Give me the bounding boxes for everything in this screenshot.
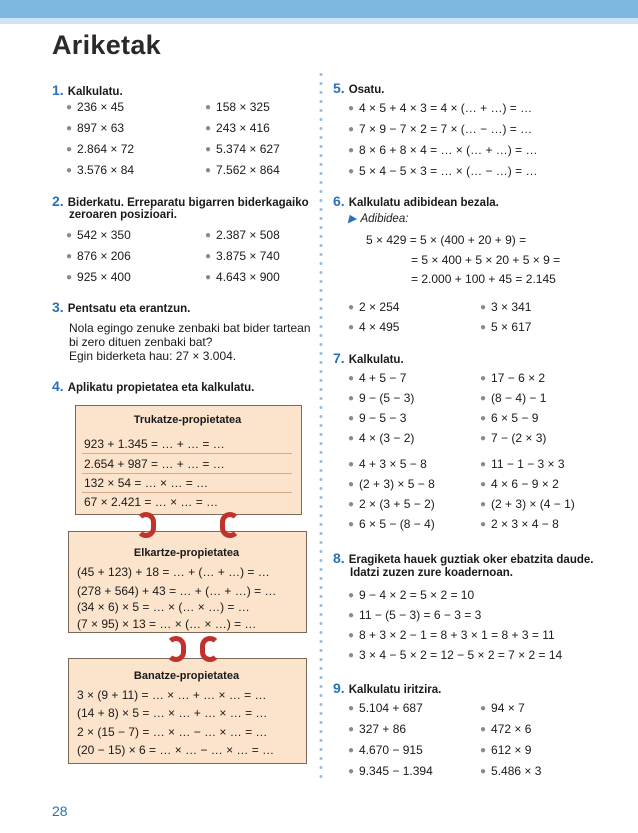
list-item: ● 9 − 5 − 3 — [348, 411, 406, 425]
list-item: ● (2 + 3) × 5 − 8 — [348, 477, 435, 491]
paperclip-icon — [220, 512, 240, 538]
list-item: ● 9 − (5 − 3) — [348, 391, 414, 405]
list-item: ● 327 + 86 — [348, 722, 406, 736]
list-item: ● 236 × 45 — [66, 100, 124, 114]
list-item: ● 6 × 5 − 9 — [480, 411, 538, 425]
list-item: ● 9.345 − 1.394 — [348, 764, 433, 778]
exercise-3-line3: Egin biderketa hau: 27 × 3.004. — [69, 349, 237, 363]
list-item: ● 3 × 341 — [480, 300, 531, 314]
box-line: (278 + 564) + 43 = … + (… + …) = … — [77, 584, 277, 598]
top-banner-stripe — [0, 18, 638, 24]
list-item: ● 6 × 5 − (8 − 4) — [348, 517, 435, 531]
list-item: ● 4 + 5 − 7 — [348, 371, 406, 385]
box-line: (45 + 123) + 18 = … + (… + …) = … — [77, 565, 270, 579]
box-line: (7 × 95) × 13 = … × (… × …) = … — [77, 617, 257, 631]
list-item: ● 4 + 3 × 5 − 8 — [348, 457, 427, 471]
list-item: ● 612 × 9 — [480, 743, 531, 757]
page-number: 28 — [52, 803, 68, 819]
box-line: 67 × 2.421 = … × … = … — [84, 495, 219, 509]
list-item: ● 2 × 254 — [348, 300, 399, 314]
box-line: (20 − 15) × 6 = … × … − … × … = … — [77, 743, 275, 757]
box-rule — [82, 453, 292, 454]
box-title: Trukatze-propietatea — [133, 414, 242, 426]
box-line: 132 × 54 = … × … = … — [84, 476, 209, 490]
list-item: ● 2 × (3 + 5 − 2) — [348, 497, 435, 511]
list-item: ● 925 × 400 — [66, 270, 131, 284]
list-item: ● 7 − (2 × 3) — [480, 431, 546, 445]
box-title: Elkartze-propietatea — [133, 547, 240, 559]
list-item: ● 897 × 63 — [66, 121, 124, 135]
list-item: ● 4.643 × 900 — [205, 270, 280, 284]
exercise-2-heading-line2: zeroaren posizioari. — [69, 209, 178, 221]
paperclip-icon — [200, 636, 220, 662]
exercise-2-heading: 2. Biderkatu. Erreparatu bigarren biderkagaiko — [52, 193, 309, 209]
box-line: 2 × (15 − 7) = … × … − … × … = … — [77, 725, 268, 739]
exercise-7-heading: 7. Kalkulatu. — [333, 350, 404, 366]
exercise-8-heading-line2: Idatzi zuzen zure koadernoan. — [350, 567, 513, 579]
example-line: 5 × 429 = 5 × (400 + 20 + 9) = — [366, 233, 527, 247]
exercise-8-heading: 8. Eragiketa hauek guztiak oker ebatzita daude. — [333, 550, 594, 566]
play-arrow-icon: ▶ — [348, 213, 357, 225]
list-item: ● 3.576 × 84 — [66, 163, 134, 177]
list-item: ● (8 − 4) − 1 — [480, 391, 546, 405]
exercise-6-heading: 6. Kalkulatu adibidean bezala. — [333, 193, 499, 209]
exercise-3-heading: 3. Pentsatu eta erantzun. — [52, 299, 191, 315]
list-item: ● 5.486 × 3 — [480, 764, 541, 778]
list-item: ● 2.387 × 508 — [205, 228, 280, 242]
list-item: ● 542 × 350 — [66, 228, 131, 242]
list-item: ● 5 × 4 − 5 × 3 = … × (… − …) = … — [348, 164, 537, 178]
list-item: ● 7.562 × 864 — [205, 163, 280, 177]
list-item: ● 4 × 6 − 9 × 2 — [480, 477, 559, 491]
list-item: ● 8 × 6 + 8 × 4 = … × (… + …) = … — [348, 143, 537, 157]
box-line: (34 × 6) × 5 = … × (… × …) = … — [77, 600, 250, 614]
exercise-4-heading: 4. Aplikatu propietatea eta kalkulatu. — [52, 378, 255, 394]
page-title: Ariketak — [52, 30, 161, 60]
exercise-9-heading: 9. Kalkulatu iritzira. — [333, 680, 442, 696]
list-item: ● 243 × 416 — [205, 121, 270, 135]
list-item: ● 94 × 7 — [480, 701, 525, 715]
exercise-3-line2: bi zero dituen zenbaki bat? — [69, 335, 213, 349]
list-item: ● (2 + 3) × (4 − 1) — [480, 497, 575, 511]
list-item: ● 9 − 4 × 2 = 5 × 2 = 10 — [348, 588, 474, 602]
list-item: ● 2.864 × 72 — [66, 142, 134, 156]
example-line: = 5 × 400 + 5 × 20 + 5 × 9 = — [411, 253, 561, 267]
box-line: (14 + 8) × 5 = … × … + … × … = … — [77, 706, 268, 720]
list-item: ● 3.875 × 740 — [205, 249, 280, 263]
list-item: ● 5.374 × 627 — [205, 142, 280, 156]
list-item: ● 876 × 206 — [66, 249, 131, 263]
paperclip-icon — [136, 512, 156, 538]
list-item: ● 4.670 − 915 — [348, 743, 423, 757]
list-item: ● 8 + 3 × 2 − 1 = 8 + 3 × 1 = 8 + 3 = 11 — [348, 628, 555, 642]
exercise-3-line1: Nola egingo zenuke zenbaki bat bider tartean — [69, 321, 311, 335]
list-item: ● 2 × 3 × 4 − 8 — [480, 517, 559, 531]
box-line: 923 + 1.345 = … + … = … — [84, 437, 225, 451]
paperclip-icon — [166, 636, 186, 662]
box-line: 2.654 + 987 = … + … = … — [84, 457, 225, 471]
example-line: = 2.000 + 100 + 45 = 2.145 — [411, 272, 556, 286]
list-item: ● 4 × 495 — [348, 320, 399, 334]
exercise-1-heading: 1. Kalkulatu. — [52, 82, 123, 98]
column-divider — [319, 70, 323, 780]
list-item: ● 5.104 + 687 — [348, 701, 423, 715]
top-banner — [0, 0, 638, 18]
list-item: ● 5 × 617 — [480, 320, 531, 334]
list-item: ● 472 × 6 — [480, 722, 531, 736]
list-item: ● 158 × 325 — [205, 100, 270, 114]
list-item: ● 17 − 6 × 2 — [480, 371, 545, 385]
example-label: ▶ Adibidea: — [348, 213, 409, 225]
list-item: ● 4 × 5 + 4 × 3 = 4 × (… + …) = … — [348, 101, 532, 115]
exercise-5-heading: 5. Osatu. — [333, 80, 385, 96]
list-item: ● 4 × (3 − 2) — [348, 431, 414, 445]
box-line: 3 × (9 + 11) = … × … + … × … = … — [77, 688, 267, 702]
box-rule — [82, 492, 292, 493]
list-item: ● 3 × 4 − 5 × 2 = 12 − 5 × 2 = 7 × 2 = 14 — [348, 648, 562, 662]
box-title: Banatze-propietatea — [133, 670, 240, 682]
list-item: ● 11 − (5 − 3) = 6 − 3 = 3 — [348, 608, 481, 622]
box-rule — [82, 473, 292, 474]
list-item: ● 11 − 1 − 3 × 3 — [480, 457, 565, 471]
list-item: ● 7 × 9 − 7 × 2 = 7 × (… − …) = … — [348, 122, 532, 136]
